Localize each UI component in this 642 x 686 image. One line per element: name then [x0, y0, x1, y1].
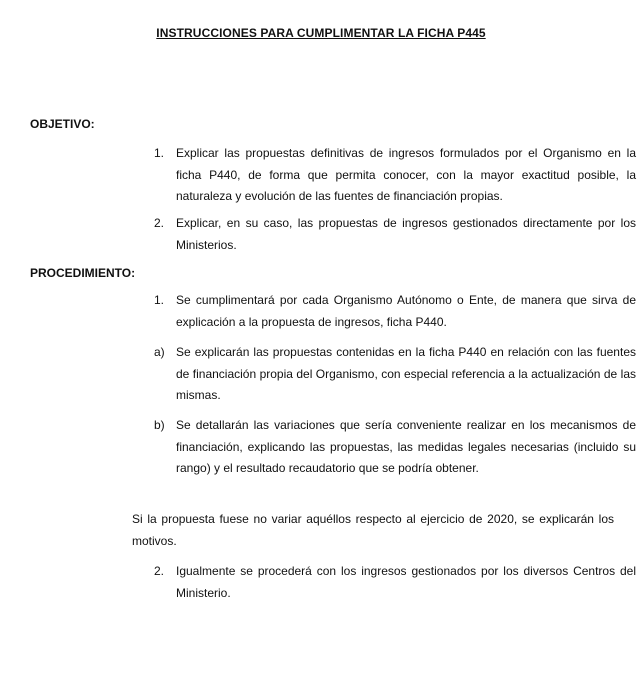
item-text: Se explicarán las propuestas contenidas en la ficha P440 en relación con las fuentes de financiación propia del Organismo, con especial referencia a la actualización de las mismas.: [176, 345, 636, 402]
procedimiento-note: Si la propuesta fuese no variar aquéllos respecto al ejercicio de 2020, se explicarán los motivos.: [132, 512, 614, 548]
procedimiento-item-b: [154, 415, 636, 480]
procedimiento-item-a: [154, 342, 636, 407]
section-heading-procedimiento: PROCEDIMIENTO:: [30, 266, 136, 280]
item-text: Se detallarán las variaciones que sería conveniente realizar en los mecanismos de financiación, explicando las propuestas, las medidas legales necesarias (incluido su rango) y el resultado recaudatorio que se podría obtener.: [176, 418, 636, 475]
item-number: 1.: [154, 146, 165, 160]
objetivo-item-1: [154, 143, 636, 208]
item-number: 1.: [154, 293, 165, 307]
item-text: Se cumplimentará por cada Organismo Autónomo o Ente, de manera que sirva de explicación a la propuesta de ingresos, ficha P440.: [176, 293, 636, 329]
document-title: INSTRUCCIONES PARA CUMPLIMENTAR LA FICHA P445: [156, 26, 486, 40]
objetivo-item-2: [154, 213, 636, 256]
item-text: Igualmente se procederá con los ingresos gestionados por los diversos Centros del Ministerio.: [176, 564, 636, 600]
section-heading-objetivo: OBJETIVO:: [30, 117, 95, 131]
item-text: Explicar, en su caso, las propuestas de ingresos gestionados directamente por los Ministerios.: [176, 216, 636, 252]
item-number: 2.: [154, 216, 165, 230]
procedimiento-item-2: [154, 561, 636, 604]
item-text: Explicar las propuestas definitivas de ingresos formulados por el Organismo en la ficha P440, de forma que permita conocer, con la mayor exactitud posible, la naturaleza y evolución de las fuentes de financiación propias.: [176, 146, 636, 203]
item-number: a): [154, 345, 165, 359]
procedimiento-item-1: [154, 290, 636, 333]
item-number: b): [154, 418, 165, 432]
item-number: 2.: [154, 564, 165, 578]
